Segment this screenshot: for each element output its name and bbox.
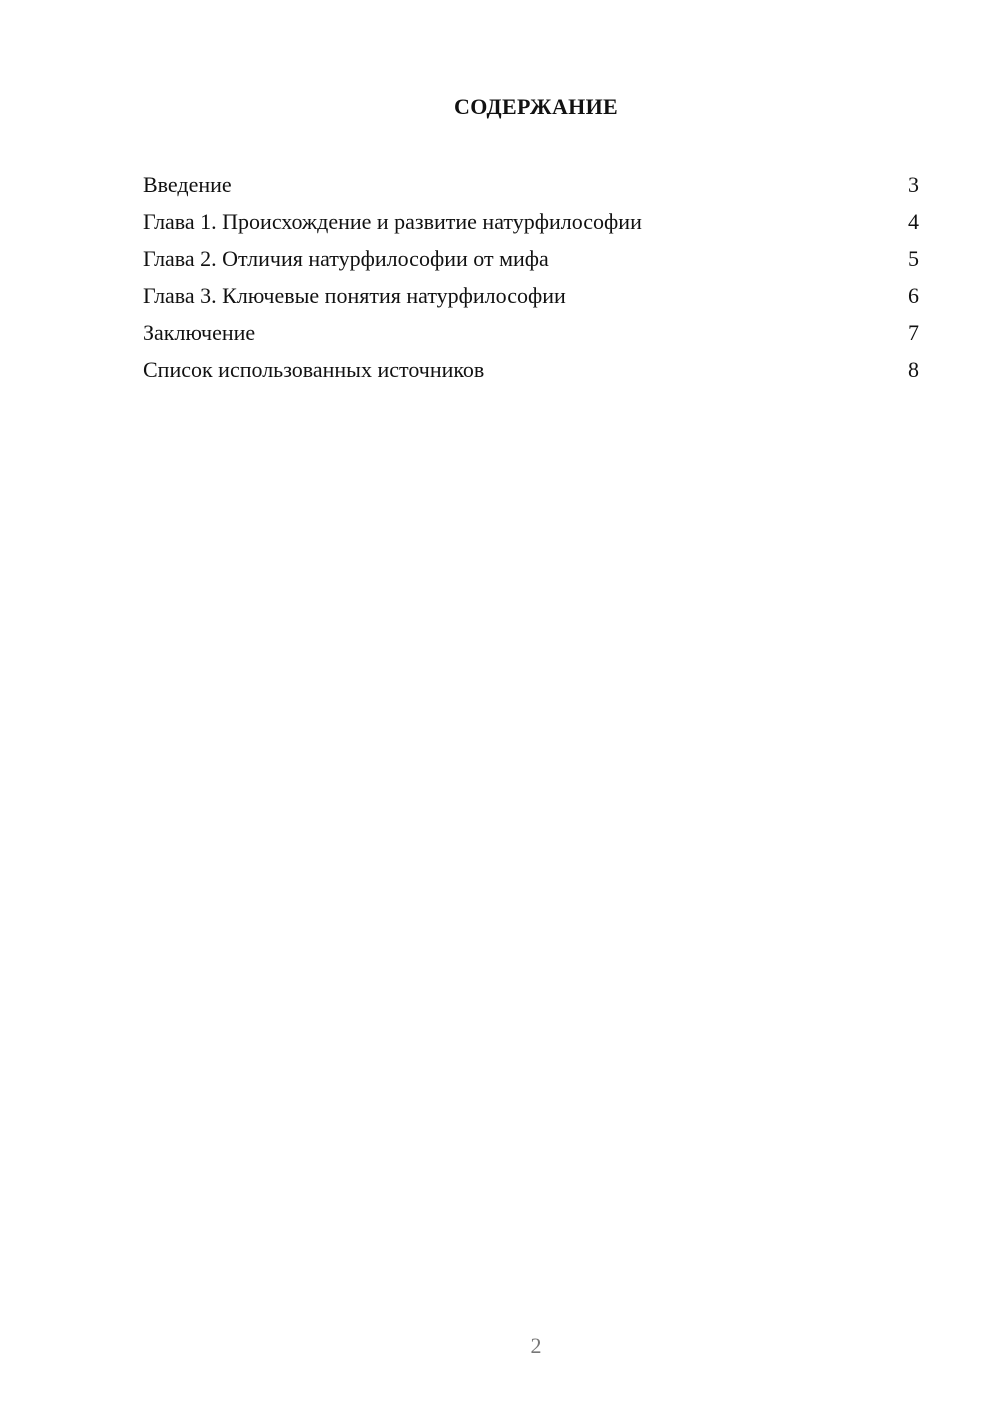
toc-entry-references (143, 355, 919, 392)
toc-entry-chapter-1 (143, 207, 919, 244)
toc-entry-chapter-2 (143, 244, 919, 281)
toc-entry-label: Глава 1. Происхождение и развитие натурфилософии (143, 209, 642, 234)
table-of-contents (143, 170, 919, 392)
toc-entry-page: 4 (908, 209, 919, 234)
toc-entry-label: Введение (143, 172, 232, 197)
toc-entry-page: 5 (908, 246, 919, 271)
toc-entry-chapter-3 (143, 281, 919, 318)
toc-entry-page: 7 (908, 320, 919, 345)
page-title: СОДЕРЖАНИЕ (454, 94, 618, 119)
toc-entry-label: Глава 3. Ключевые понятия натурфилософии (143, 283, 566, 308)
toc-entry-page: 8 (908, 357, 919, 382)
page-number: 2 (530, 1333, 542, 1358)
toc-entry-label: Глава 2. Отличия натурфилософии от мифа (143, 246, 549, 271)
toc-entry-page: 6 (908, 283, 919, 308)
toc-entry-introduction (143, 170, 919, 207)
toc-entry-label: Список использованных источников (143, 357, 485, 382)
toc-entry-page: 3 (908, 172, 919, 197)
toc-entry-conclusion (143, 318, 919, 355)
toc-entry-label: Заключение (143, 320, 256, 345)
